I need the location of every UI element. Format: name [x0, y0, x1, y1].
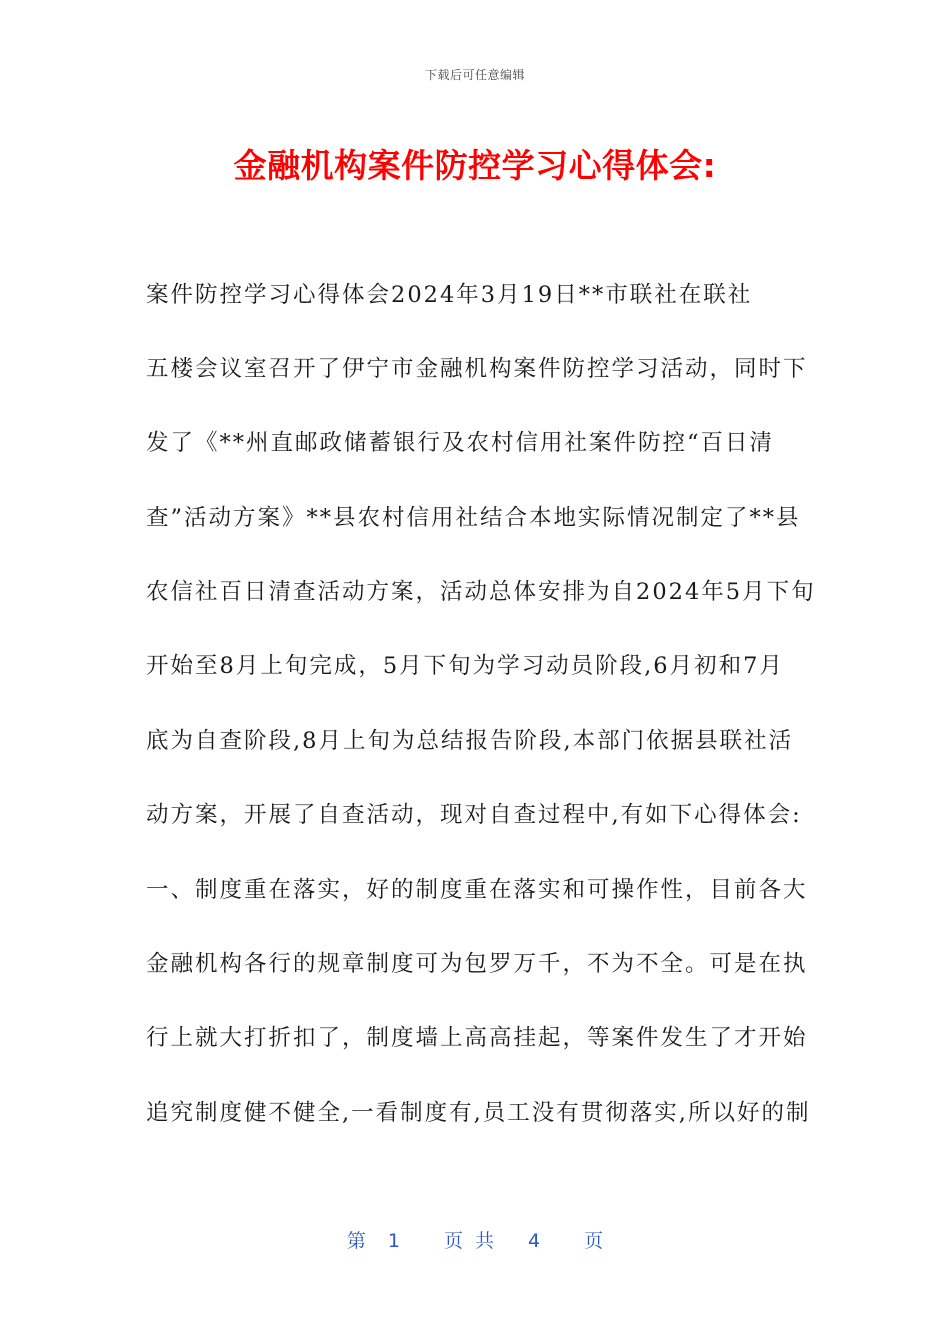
body-line: 发了《**州直邮政储蓄银行及农村信用社案件防控“百日清: [146, 430, 775, 456]
page-label-prefix: 第: [346, 1230, 366, 1252]
body-line: 五楼会议室召开了伊宁市金融机构案件防控学习活动，同时下: [146, 356, 808, 382]
page-number: 1: [387, 1230, 400, 1252]
body-line: 查”活动方案》**县农村信用社结合本地实际情况制定了**县: [146, 505, 801, 531]
page-label-suffix: 页: [584, 1230, 604, 1252]
body-line: 一、制度重在落实，好的制度重在落实和可操作性，目前各大: [146, 877, 808, 903]
page-label-mid: 页共: [443, 1230, 506, 1252]
body-line: 追究制度健不健全,一看制度有,员工没有贯彻落实,所以好的制: [146, 1100, 811, 1126]
body-line: 开始至8月上旬完成，5月下旬为学习动员阶段,6月初和7月: [146, 653, 784, 679]
body-line: 农信社百日清查活动方案，活动总体安排为自2024年5月下旬: [146, 579, 816, 605]
header-note: 下载后可任意编辑: [424, 68, 525, 82]
total-pages: 4: [528, 1230, 541, 1252]
body-line: 动方案，开展了自查活动，现对自查过程中,有如下心得体会:: [146, 802, 802, 828]
body-line: 金融机构各行的规章制度可为包罗万千，不为不全。可是在执: [146, 951, 808, 977]
body-line: 案件防控学习心得体会2024年3月19日**市联社在联社: [146, 282, 753, 308]
body-line: 底为自查阶段,8月上旬为总结报告阶段,本部门依据县联社活: [146, 728, 794, 754]
page-footer: [0, 1226, 950, 1253]
document-title: 金融机构案件防控学习心得体会:: [233, 146, 717, 185]
body-line: 行上就大打折扣了，制度墙上高高挂起，等案件发生了才开始: [146, 1025, 808, 1051]
